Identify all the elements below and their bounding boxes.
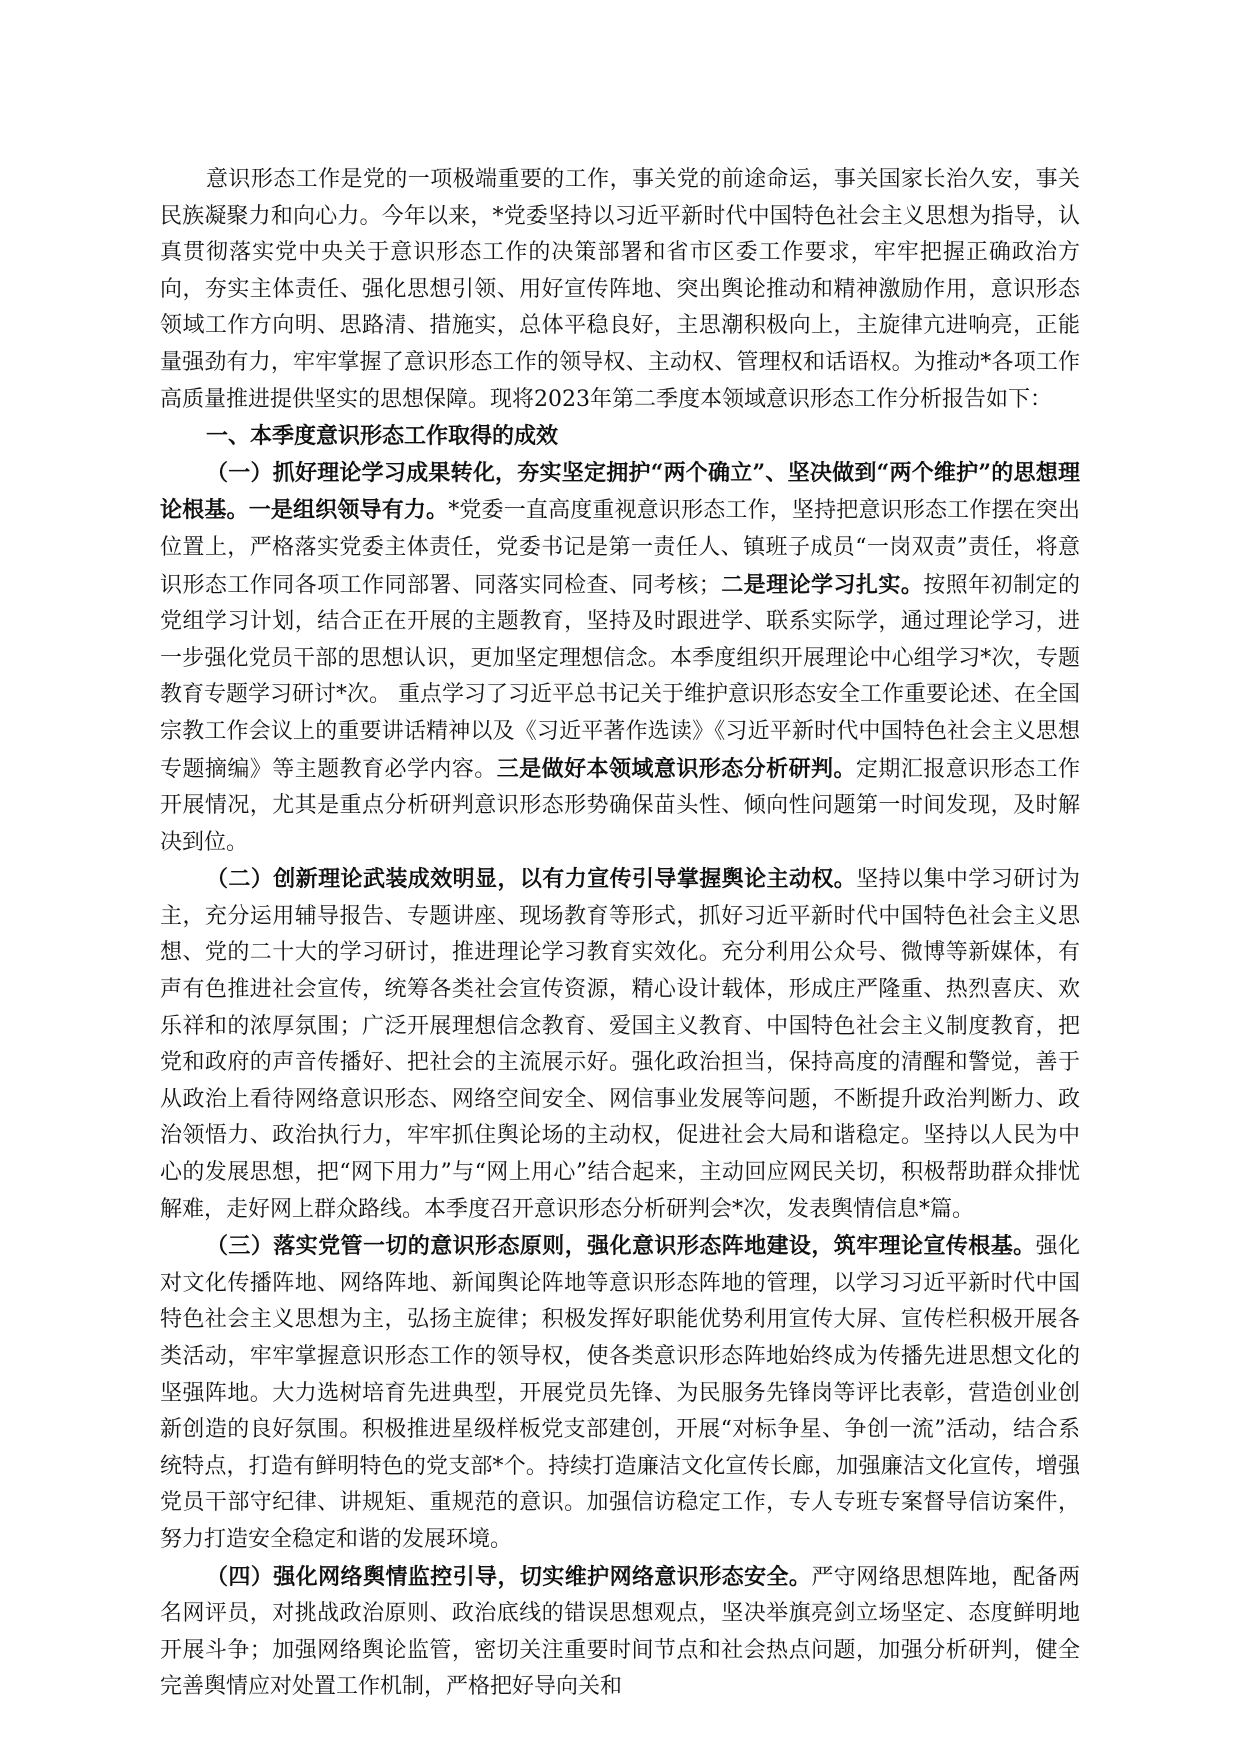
item-1-point-3-text: 定期汇报意识形态工作开展情况，尤其是重点分析研判意识形态形势确保苗头性、倾向性问题第一时间发现，及时解决到位。 — [160, 756, 1080, 855]
section-heading — [160, 418, 1080, 455]
item-4-paragraph — [160, 1559, 1080, 1706]
intro-text: 意识形态工作是党的一项极端重要的工作，事关党的前途命运，事关国家长治久安，事关民族凝聚力和向心力。今年以来，*党委坚持以习近平新时代中国特色社会主义思想为指导，认真贯彻落实党中央关于意识形态工作的决策部署和省市区委工作要求，牢牢把握正确政治方向，夯实主体责任、强化思想引领、用好宣传阵地、突出舆论推动和精神激励作用，意识形态领域工作方向明、思路清、措施实，总体平稳良好，主思潮积极向上，主旋律亢进响亮，正能量强劲有力，牢牢掌握了意识形态工作的领导权、主动权、管理权和话语权。为推动*各项工作高质量推进提供坚实的思想保障。现将2023年第二季度本领域意识形态工作分析报告如下： — [160, 167, 1080, 412]
item-1-point-2-title: 二是理论学习扎实。 — [720, 571, 924, 598]
item-2-paragraph — [160, 861, 1080, 1228]
item-3-title: （三）落实党管一切的意识形态原则，强化意识形态阵地建设，筑牢理论宣传根基。 — [206, 1233, 1036, 1260]
item-1-point-1-title: 一是组织领导有力。 — [248, 497, 449, 524]
intro-paragraph — [160, 162, 1080, 418]
item-1-point-1-text: *党委一直高度重视意识形态工作，坚持把意识形态工作摆在突出位置上，严格落实党委主体责任，党委书记是第一责任人、镇班子成员“一岗双责”责任，将意识形态工作同各项工作同部署、同落实同检查、同考核； — [160, 498, 1080, 598]
item-3-text: 强化对文化传播阵地、网络阵地、新闻舆论阵地等意识形态阵地的管理，以学习习近平新时代中国特色社会主义思想为主，弘扬主旋律；积极发挥好职能优势利用宣传大屏、宣传栏积极开展各类活动，牢牢掌握意识形态工作的领导权，使各类意识形态阵地始终成为传播先进思想文化的坚强阵地。大力选树培育先进典型，开展党员先锋、为民服务先锋岗等评比表彰，营造创业创新创造的良好氛围。积极推进星级样板党支部建创，开展“对标争星、争创一流”活动，结合系统特点，打造有鲜明特色的党支部*个。持续打造廉洁文化宣传长廊，加强廉洁文化宣传，增强党员干部守纪律、讲规矩、重规范的意识。加强信访稳定工作，专人专班专案督导信访案件，努力打造安全稳定和谐的发展环境。 — [160, 1234, 1080, 1552]
item-1-point-2-text: 按照年初制定的党组学习计划，结合正在开展的主题教育，坚持及时跟进学、联系实际学，通过理论学习，进一步强化党员干部的思想认识，更加坚定理想信念。本季度组织开展理论中心组学习*次，专题教育专题学习研讨*次。 重点学习了习近平总书记关于维护意识形态安全工作重要论述、在全国宗教工作会议上的重要讲话精神以及《习近平著作选读》《习近平新时代中国特色社会主义思想专题摘编》等主题教育必学内容。 — [160, 572, 1080, 782]
item-2-text: 坚持以集中学习研讨为主，充分运用辅导报告、专题讲座、现场教育等形式，抓好习近平新时代中国特色社会主义思想、党的二十大的学习研讨，推进理论学习教育实效化。充分利用公众号、微博等新媒体，有声有色推进社会宣传，统筹各类社会宣传资源，精心设计载体，形成庄严隆重、热烈喜庆、欢乐祥和的浓厚氛围；广泛开展理想信念教育、爱国主义教育、中国特色社会主义制度教育，把党和政府的声音传播好、把社会的主流展示好。强化政治担当，保持高度的清醒和警觉，善于从政治上看待网络意识形态、网络空间安全、网信事业发展等问题，不断提升政治判断力、政治领悟力、政治执行力，牢牢抓住舆论场的主动权，促进社会大局和谐稳定。坚持以人民为中心的发展思想，把“网下用力”与“网上用心”结合起来，主动回应网民关切，积极帮助群众排忧解难，走好网上群众路线。本季度召开意识形态分析研判会*次，发表舆情信息*篇。 — [160, 867, 1080, 1222]
item-1-paragraph — [160, 455, 1080, 862]
item-1-point-3-title: 三是做好本领域意识形态分析研判。 — [496, 755, 856, 782]
item-1-title: （一）抓好理论学习成果转化，夯实坚定拥护“两个确立”、坚决做到“两个维护”的思想理论根基。 — [160, 459, 1080, 524]
item-3-paragraph — [160, 1228, 1080, 1558]
item-2-title: （二）创新理论武装成效明显，以有力宣传引导掌握舆论主动权。 — [206, 866, 857, 893]
item-4-text: 严守网络思想阵地，配备两名网评员，对挑战政治原则、政治底线的错误思想观点，坚决举旗亮剑立场坚定、态度鲜明地开展斗争；加强网络舆论监管，密切关注重要时间节点和社会热点问题，加强分析研判，健全完善舆情应对处置工作机制，严格把好导向关和 — [160, 1564, 1080, 1700]
section-heading-text: 一、本季度意识形态工作取得的成效 — [206, 423, 559, 450]
item-4-title: （四）强化网络舆情监控引导，切实维护网络意识形态安全。 — [206, 1563, 812, 1590]
document-body — [160, 162, 1080, 1706]
